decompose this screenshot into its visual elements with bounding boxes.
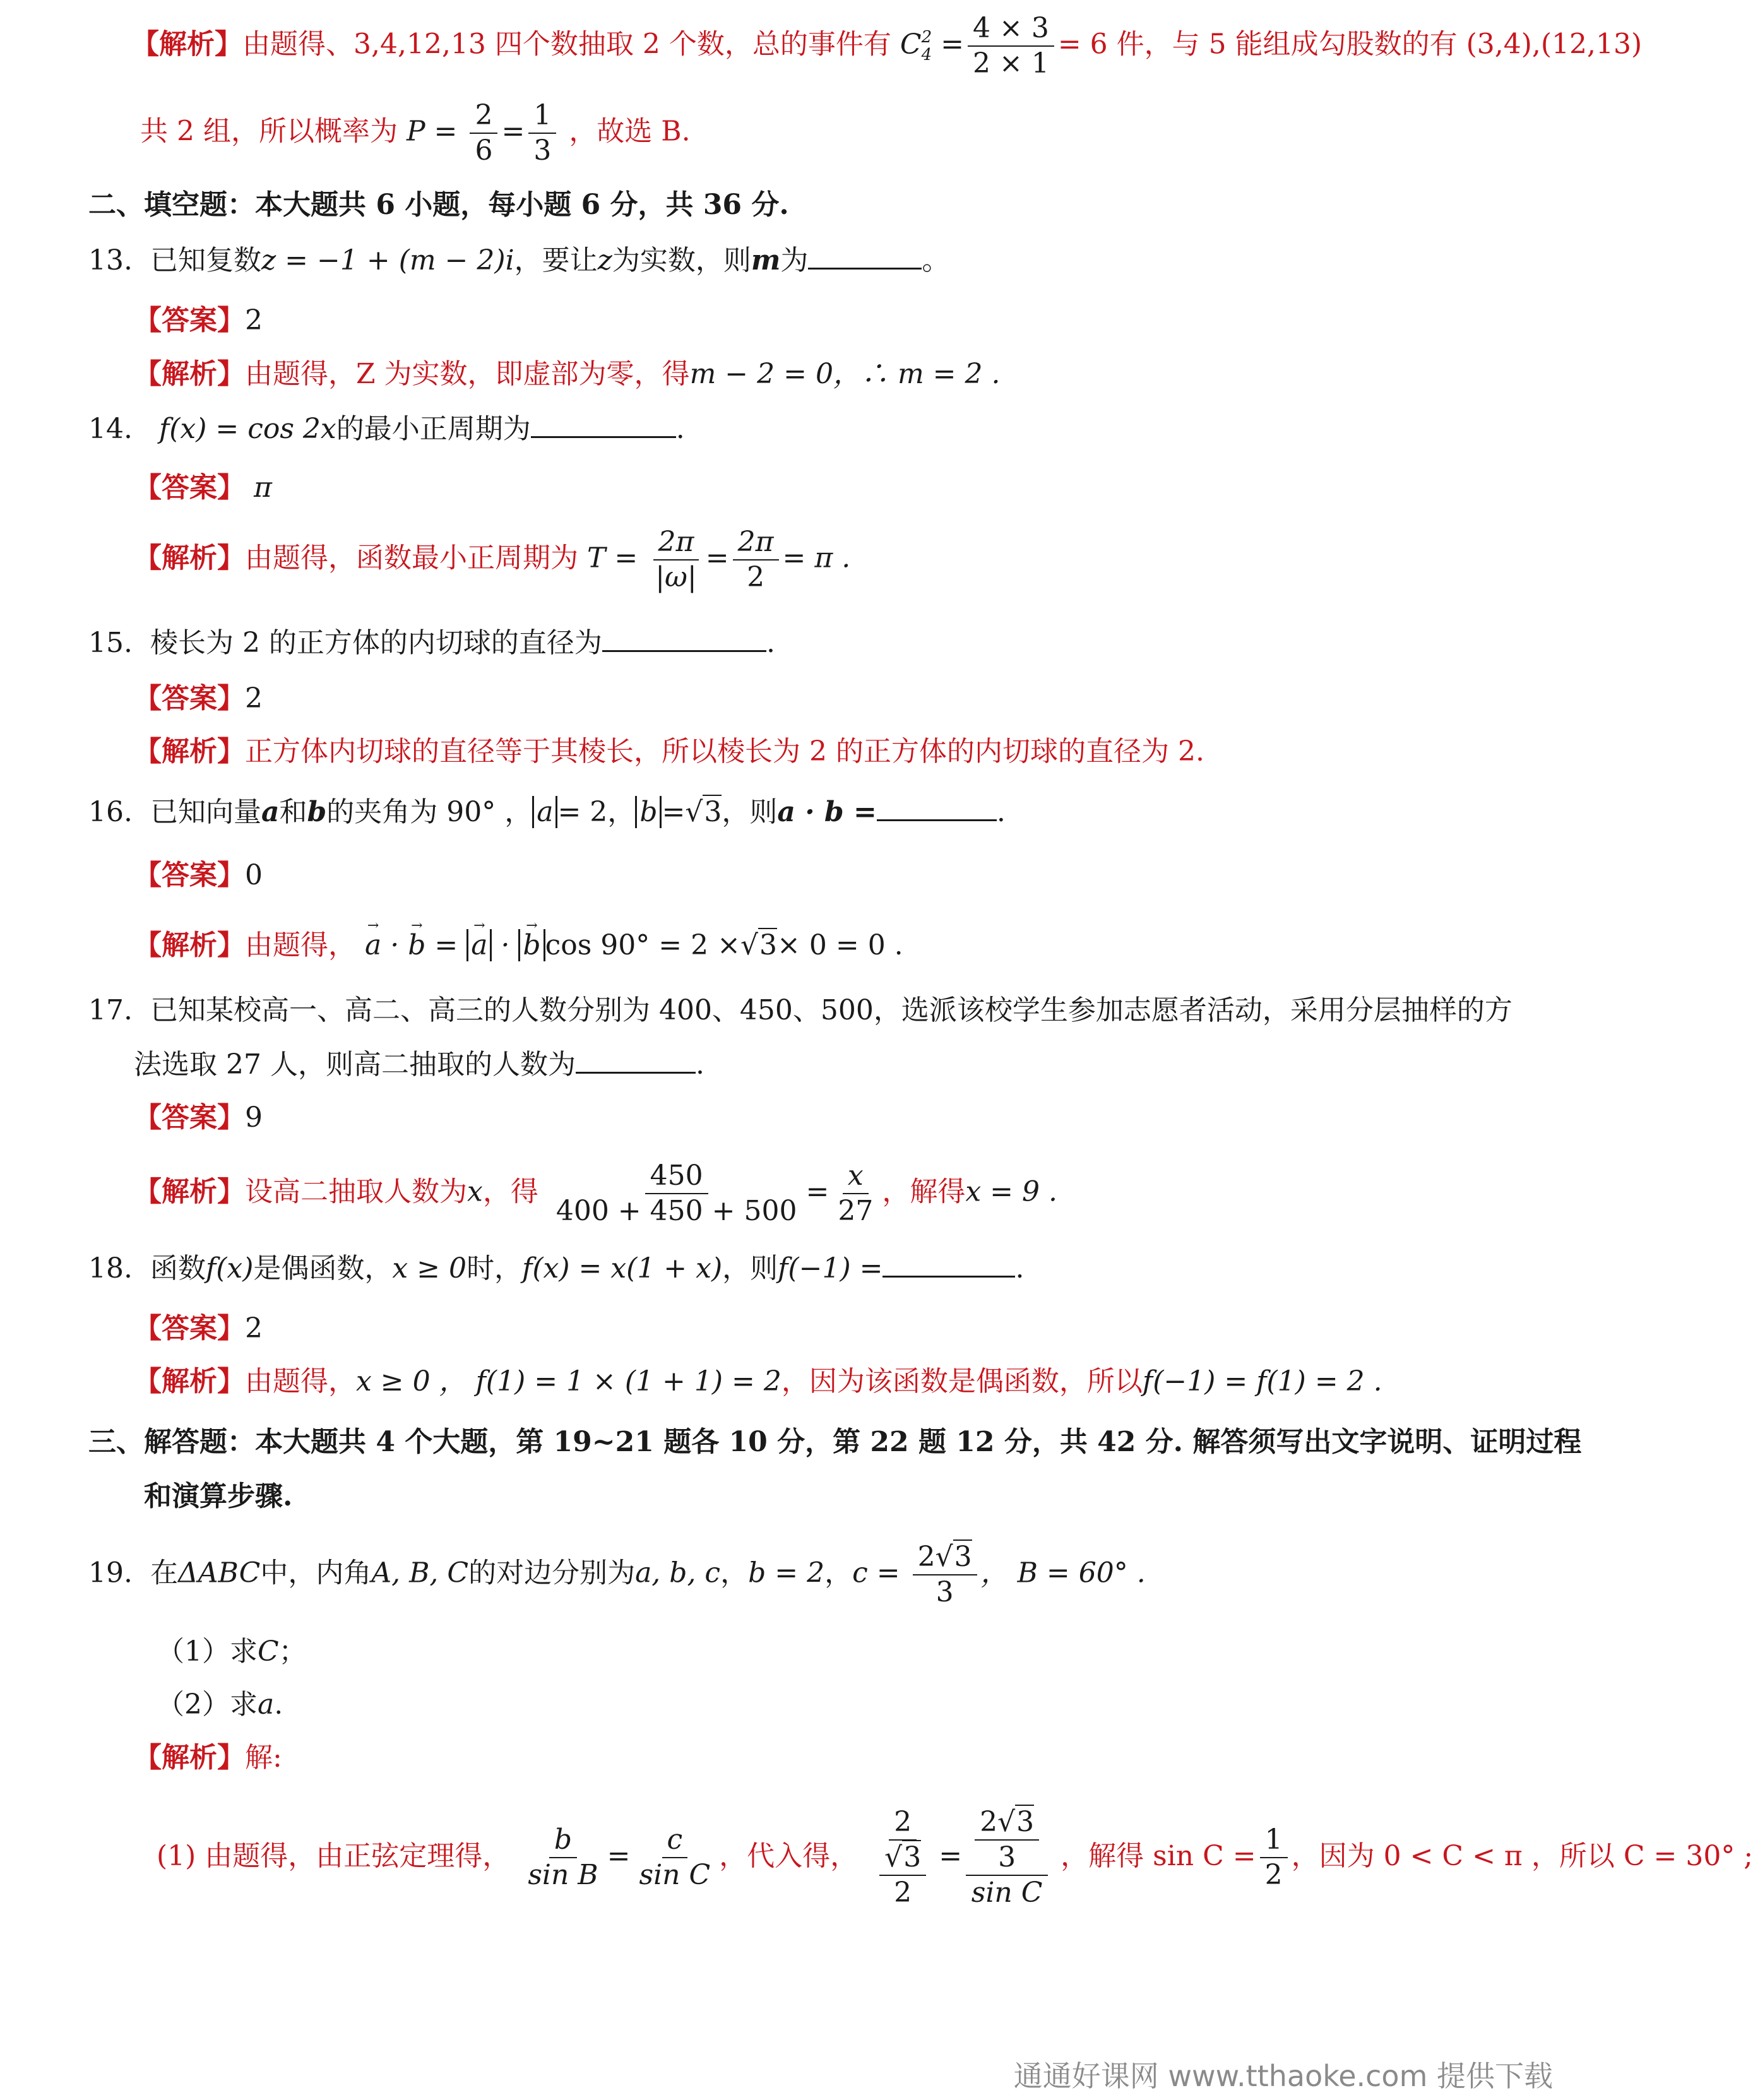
- q17-answer: [134, 1102, 263, 1134]
- var-z: z: [597, 244, 612, 276]
- frac-den: 6: [475, 134, 493, 167]
- question-number: 14.: [88, 413, 133, 445]
- q12-frac2: [528, 101, 556, 165]
- analysis-tag: 【解析】: [131, 28, 242, 61]
- vec-a-letter: a: [471, 929, 488, 962]
- abs-a: a: [532, 796, 557, 828]
- frac-num: b: [549, 1825, 577, 1858]
- part-label: （2）求: [157, 1688, 258, 1721]
- q19-part2: [157, 1689, 283, 1721]
- answer-tag: 【答案】: [134, 859, 245, 891]
- q19-solution1: (1) 由题得，由正弦定理得， $\frac{b}{\text{sin B}}$ = $\frac{c}{\text{sin C}}$ ，代入得， $\frac{2}{\frac{√3}{2}}$ = $\frac{\frac{2√3}{3}}{\text{sin C}}$ ，解得 sin C = $\frac{1}{2}$ ，因为 0 < C < π ，所以 C = 30° ;: [157, 1806, 1753, 1909]
- angles: A, B, C: [371, 1557, 469, 1589]
- q17-analysis-text: ，得: [482, 1175, 538, 1208]
- q13-end: 。: [922, 244, 950, 276]
- q12-frac1: [470, 101, 497, 165]
- frac-num: 2π: [653, 528, 699, 561]
- question-number: 13.: [88, 244, 133, 276]
- frac-num: 2: [980, 1806, 998, 1838]
- comb-sup: 2: [921, 27, 932, 47]
- q17-analysis-text: ，解得: [882, 1175, 966, 1208]
- q16-analysis: 【解析】由题得， → a · → b = → a · → b cos 90° = 2 ×√3× 0 = 0 .: [134, 918, 903, 962]
- q13-analysis: [134, 359, 1000, 391]
- q13-question: [88, 245, 949, 277]
- q15-question: [88, 627, 775, 660]
- sqrt-3: 3: [704, 796, 722, 828]
- combination: [900, 27, 932, 65]
- q17-end: .: [695, 1048, 704, 1081]
- q12-frac-den: 2 × 1: [972, 47, 1049, 80]
- q17-answer-value: 9: [245, 1101, 263, 1134]
- frac-num: x: [843, 1161, 869, 1194]
- q16-analysis-end: × 0 = 0 .: [777, 929, 903, 962]
- period-symbol: T =: [587, 542, 638, 574]
- q14-frac1: [650, 528, 702, 592]
- analysis-tag: 【解析】: [134, 1175, 245, 1208]
- vec-b-letter: b: [408, 929, 426, 962]
- q13-expr: z = −1 + (m − 2)i: [261, 244, 514, 276]
- q17-text: 法选取 27 人，则高二抽取的人数为: [134, 1048, 576, 1081]
- q15-end: .: [766, 627, 775, 659]
- q12-line2-end: ，故选 B.: [569, 115, 691, 148]
- vec-b: → b: [408, 918, 426, 962]
- q18-end: .: [1015, 1252, 1025, 1284]
- frac-den: 400 + 450 + 500: [556, 1195, 797, 1228]
- section2-title: 二、填空题：本大题共 6 小题，每小题 6 分，共 36 分.: [88, 189, 789, 221]
- analysis-tag: 【解析】: [134, 735, 245, 768]
- analysis-tag: 【解析】: [134, 358, 245, 390]
- abs-vec-a: → a: [466, 929, 492, 961]
- q17-analysis: 【解析】设高二抽取人数为x，得 $\frac{450}{400 + 450 + 500}$ = $\frac{x}{27}$ ，解得x = 9 .: [134, 1160, 1057, 1228]
- q14-analysis-text: 由题得，函数最小正周期为: [245, 542, 578, 574]
- q16-answer-value: 0: [245, 859, 263, 891]
- q14-answer: [134, 472, 272, 504]
- q19-text: 在: [150, 1557, 178, 1589]
- frac-den: sin B: [528, 1859, 598, 1892]
- q19-text: 中，内角: [260, 1557, 372, 1589]
- q17-question-line1: [88, 995, 1512, 1027]
- q15-answer: [134, 683, 263, 715]
- q16-text: = 2，: [557, 796, 636, 828]
- sol1-frac4-num: $\frac{2√3}{3}$: [975, 1808, 1039, 1872]
- q16-text: 已知向量: [150, 796, 261, 828]
- q13-text: 已知复数: [150, 244, 261, 276]
- q16-question: 16. 已知向量a和b的夹角为 90° ， a = 2， b =√3，则a · b = .: [88, 796, 1006, 828]
- q16-vector-expr: → a · → b = → a · → b: [365, 929, 545, 961]
- comb-letter: C: [900, 28, 922, 61]
- q18-question: [88, 1253, 1024, 1285]
- analysis-tag: 【解析】: [134, 929, 245, 962]
- q18-analysis: [134, 1366, 1382, 1398]
- q17-result: x = 9 .: [965, 1175, 1057, 1208]
- abs-vec-b: → b: [518, 929, 545, 961]
- answer-tag: 【答案】: [134, 1101, 245, 1134]
- q17-question-line2: [134, 1049, 704, 1081]
- vec-a: → a: [365, 918, 382, 962]
- answer-blank: [602, 648, 766, 652]
- q16-answer: [134, 860, 263, 892]
- question-number: 16.: [88, 796, 133, 828]
- q18-expr: f(x) = x(1 + x): [522, 1252, 723, 1284]
- c-fraction: $\frac{2√3}{3}$: [913, 1543, 977, 1607]
- q12-frac-num: 4 × 3: [968, 14, 1054, 47]
- q18-analysis-end: f(−1) = f(1) = 2 .: [1142, 1365, 1382, 1397]
- q17-frac2: [833, 1161, 878, 1226]
- q16-dot-product: a · b =: [777, 796, 877, 828]
- q16-end: .: [996, 796, 1006, 828]
- vec-a-letter: a: [365, 929, 382, 962]
- var-C: C: [258, 1635, 279, 1668]
- sol1-text: ，解得 sin C =: [1061, 1839, 1256, 1872]
- section3-title-line2: 和演算步骤.: [144, 1480, 293, 1512]
- q18-text: ，则: [722, 1252, 778, 1284]
- q16-text: 和: [279, 796, 307, 828]
- vector-a: a: [261, 796, 280, 828]
- q18-ask: f(−1) =: [778, 1252, 883, 1284]
- sol1-frac1: [523, 1825, 603, 1890]
- q18-text: 是偶函数，: [253, 1252, 393, 1284]
- frac-num: 1: [1260, 1825, 1288, 1858]
- q14-frac2: [733, 528, 779, 592]
- vec-b-letter: b: [523, 929, 541, 962]
- q19-text: ，: [720, 1557, 749, 1589]
- sqrt-3: 3: [954, 1541, 972, 1573]
- sqrt-3: 3: [903, 1841, 922, 1874]
- q14-answer-value: π: [254, 472, 272, 504]
- analysis-tag: 【解析】: [134, 542, 245, 574]
- frac-den: sin C: [639, 1859, 711, 1892]
- q16-analysis-expr: cos 90° = 2 ×: [545, 929, 740, 962]
- q13-answer-value: 2: [245, 304, 263, 336]
- q16-analysis-text: 由题得，: [245, 929, 356, 962]
- q12-analysis-text2: = 6 件，与 5 能组成勾股数的有 (3,4),(12,13): [1057, 28, 1643, 61]
- q16-text: 的夹角为 90° ，: [326, 796, 533, 828]
- comb-sub: 4: [921, 45, 932, 65]
- sol1-text: (1) 由题得，由正弦定理得，: [157, 1839, 511, 1872]
- b-value: b = 2: [748, 1557, 825, 1589]
- q16-text: ，则: [722, 796, 778, 828]
- q19-part1: [157, 1636, 307, 1668]
- q15-analysis-text: 正方体内切球的直径等于其棱长，所以棱长为 2 的正方体的内切球的直径为 2.: [245, 735, 1204, 768]
- question-number: 17.: [88, 994, 133, 1026]
- frac-num: 2: [917, 1541, 936, 1573]
- q15-text: 棱长为 2 的正方体的内切球的直径为: [150, 627, 602, 659]
- q19-question: [88, 1543, 1146, 1607]
- frac-den: 3: [533, 134, 552, 167]
- q18-answer-value: 2: [245, 1312, 263, 1344]
- q13-analysis-expr: m − 2 = 0，∴ m = 2 .: [689, 358, 1001, 390]
- q17-frac1: [551, 1161, 802, 1226]
- var-m: m: [751, 244, 781, 276]
- q12-analysis-line2: 共 2 组，所以概率为 P = $\frac{2}{6}$ = $\frac{1}{3}$ ，故选 B.: [140, 99, 691, 167]
- question-number: 18.: [88, 1252, 133, 1284]
- answer-blank: [576, 1069, 696, 1074]
- frac-den: sin C: [971, 1877, 1043, 1909]
- q19-analysis-head: [134, 1742, 282, 1774]
- answer-tag: 【答案】: [134, 472, 245, 504]
- footer-watermark: 通通好课网 www.tthaoke.com 提供下载: [1013, 2059, 1553, 2093]
- frac-den: 2: [894, 1877, 912, 1909]
- frac-num: c: [662, 1825, 688, 1858]
- frac-num: 2: [470, 101, 497, 134]
- q18-analysis-text: 由题得，: [245, 1365, 356, 1397]
- q14-question: [88, 413, 685, 446]
- q12-analysis-line1: 【解析】由题得、3,4,12,13 四个数抽取 2 个数，总的事件有 C 2 4 = $\frac{4 \times 3}{2 \times 1}$ = 6 件，与 5 能组成勾股数的有 (3,4),(12,13): [131, 12, 1643, 80]
- q18-text: 函数: [150, 1252, 206, 1284]
- sol1-frac3: [871, 1808, 935, 1908]
- question-number: 19.: [88, 1557, 133, 1589]
- var-a: a: [258, 1688, 275, 1721]
- q13-analysis-text: 由题得，Z 为实数，即虚部为零，得: [245, 358, 690, 390]
- frac-num: 1: [528, 101, 556, 134]
- frac-num: 2: [889, 1808, 917, 1841]
- sqrt-3: 3: [1016, 1806, 1035, 1838]
- answer-tag: 【答案】: [134, 682, 245, 715]
- part-label: （1）求: [157, 1635, 258, 1668]
- q19-text: ，: [824, 1557, 853, 1589]
- part-end: .: [274, 1688, 283, 1721]
- sides: a, b, c: [635, 1557, 721, 1589]
- answer-blank: [877, 817, 997, 821]
- B-value: ， B = 60° .: [980, 1557, 1146, 1589]
- var-x: x: [467, 1175, 483, 1208]
- sol1-frac3-den: $\frac{√3}{2}$: [879, 1843, 926, 1907]
- q18-cond: x ≥ 0: [392, 1252, 467, 1284]
- q15-analysis: [134, 736, 1204, 768]
- prob-symbol: P =: [406, 115, 458, 148]
- part-end: ；: [278, 1635, 307, 1668]
- q13-text: 为实数，则: [612, 244, 751, 276]
- q18-analysis-text: ，因为该函数是偶函数，所以: [781, 1365, 1143, 1397]
- q17-analysis-text: 设高二抽取人数为: [245, 1175, 467, 1208]
- analysis-tag: 【解析】: [134, 1741, 245, 1774]
- q14-result: = π .: [782, 542, 851, 574]
- q19-analysis-text: 解:: [245, 1741, 282, 1774]
- frac-num: 450: [645, 1161, 708, 1194]
- q18-analysis-expr: x ≥ 0 ， f(1) = 1 × (1 + 1) = 2: [356, 1365, 781, 1397]
- c-label: c =: [852, 1557, 900, 1589]
- sol1-text: ，代入得，: [719, 1839, 859, 1872]
- abs-b: b: [635, 796, 662, 828]
- q14-analysis: 【解析】由题得，函数最小正周期为 T = $\frac{2\pi}{|\omega|}$ = $\frac{2\pi}{2}$ = π .: [134, 526, 851, 594]
- frac-num: 2π: [733, 528, 779, 561]
- q12-analysis-text: 由题得、3,4,12,13 四个数抽取 2 个数，总的事件有: [242, 28, 891, 61]
- q17-text: 已知某校高一、高二、高三的人数分别为 400、450、500，选派该校学生参加志愿者活动，采用分层抽样的方: [150, 994, 1512, 1026]
- q12-fraction: [968, 14, 1054, 78]
- q16-text: =: [662, 796, 686, 828]
- q19-text: 的对边分别为: [468, 1557, 636, 1589]
- frac-den: 3: [998, 1841, 1016, 1874]
- q14-expr: f(x) = cos 2x: [158, 413, 336, 445]
- q18-text: 时，: [466, 1252, 523, 1284]
- sol1-text: ，因为 0 < C < π ，所以 C = 30° ;: [1291, 1839, 1753, 1872]
- frac-den: 2: [1264, 1859, 1283, 1892]
- question-number: 15.: [88, 627, 133, 659]
- vector-b: b: [307, 796, 327, 828]
- answer-blank: [808, 265, 922, 270]
- analysis-tag: 【解析】: [134, 1365, 245, 1397]
- frac-den: 3: [936, 1576, 954, 1609]
- q14-text: 的最小正周期为: [336, 413, 531, 445]
- q18-fx: f(x): [205, 1252, 254, 1284]
- answer-blank: [882, 1273, 1015, 1278]
- q13-answer: [134, 305, 263, 337]
- sol1-frac4: [966, 1808, 1048, 1908]
- frac-den: |ω|: [655, 561, 697, 594]
- q14-end: .: [675, 413, 685, 445]
- answer-tag: 【答案】: [134, 304, 245, 336]
- q13-text: 为: [780, 244, 809, 276]
- sqrt-3: 3: [759, 929, 778, 962]
- sol1-half: [1260, 1825, 1288, 1890]
- section3-title-line1: 三、解答题：本大题共 4 个大题，第 19~21 题各 10 分，第 22 题 12 分，共 42 分. 解答须写出文字说明、证明过程: [88, 1426, 1582, 1458]
- frac-den: 2: [747, 561, 765, 594]
- q15-answer-value: 2: [245, 682, 263, 715]
- q18-answer: [134, 1313, 263, 1345]
- sol1-frac2: [634, 1825, 716, 1890]
- comb-indices: [922, 28, 932, 64]
- q13-text: ，要让: [514, 244, 598, 276]
- answer-blank: [531, 434, 676, 438]
- triangle-abc: ΔABC: [177, 1557, 261, 1589]
- frac-den: 27: [838, 1195, 874, 1228]
- answer-tag: 【答案】: [134, 1312, 245, 1344]
- q12-line2-text: 共 2 组，所以概率为: [140, 115, 398, 148]
